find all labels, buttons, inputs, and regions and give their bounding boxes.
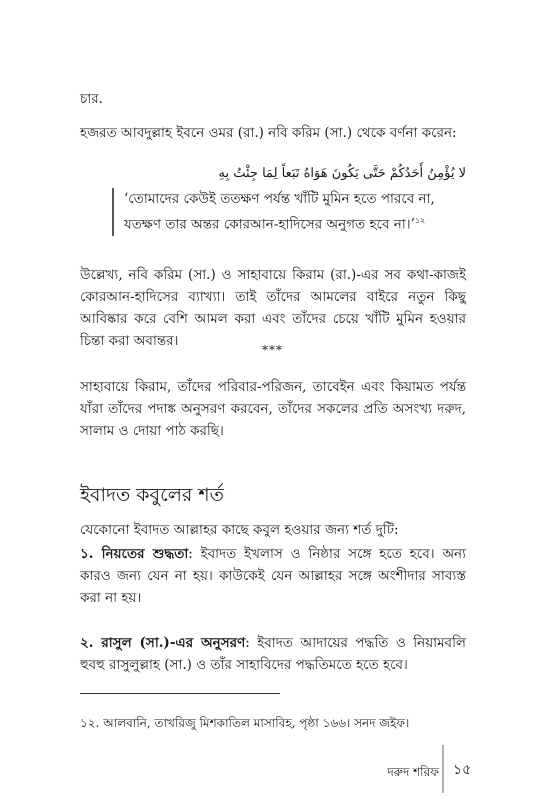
page-number: ১৫	[453, 762, 472, 778]
footnote-ref: ১২	[414, 216, 426, 225]
condition-1-text: : ইবাদত ইখলাস ও নিষ্ঠার সঙ্গে হতে হবে। অন্য কারও জন্য যেন না হয়। কাউকেই যেন আল্লাহর সঙ্গে অংশীদার সাব্যস্ত করা না হয়।	[80, 546, 466, 606]
footer-divider-bar	[442, 745, 444, 793]
condition-1-label: ১. নিয়তের শুদ্ধতা	[80, 546, 189, 562]
section-separator: ***	[262, 343, 283, 357]
arabic-hadith: لا يُؤْمِنُ أَحَدُكُمْ حَتَّى يَكُونَ هَوَاهُ تَبَعاً لِمَا جِئْتُ بِهِ	[218, 166, 466, 181]
hadith-translation-quote	[112, 188, 464, 236]
salutation-paragraph: সাহাবায়ে কিরাম, তাঁদের পরিবার-পরিজন, তাবেইন এবং কিয়ামত পর্যন্ত যাঁরা তাঁদের পদাঙ্ক অনুসরণ করবেন, তাঁদের সকলের প্রতি অসংখ্য দরুদ, সালাম ও দোয়া পাঠ করছি।	[80, 379, 466, 439]
footnote-divider	[80, 693, 280, 694]
condition-2	[80, 632, 466, 676]
hadith-intro: হজরত আবদুল্লাহ ইবনে ওমর (রা.) নবি করিম (সা.) থেকে বর্ণনা করেন:	[80, 125, 457, 141]
paragraph-end: চার.	[80, 91, 103, 107]
section-heading: ইবাদত কবুলের শর্ত	[80, 484, 224, 506]
condition-2-label: ২. রাসুল (সা.)-এর অনুসরণ	[80, 635, 246, 651]
condition-2-text: : ইবাদত আদায়ের পদ্ধতি ও নিয়ামবলি হুবহু রাসুলুল্লাহ (সা.) ও তাঁর সাহাবিদের পদ্ধতিমতে হতে হবে।	[80, 635, 466, 673]
explanation-paragraph: উল্লেখ্য, নবি করিম (সা.) ও সাহাবায়ে কিরাম (রা.)-এর সব কথা-কাজই কোরআন-হাদিসের ব্যাখ্যা। তাই তাঁদের আমলের বাইরে নতুন কিছু আবিষ্কার করে বেশি আমল করা এবং তাঁদের চেয়ে খাঁটি মুমিন হওয়ার চিন্তা করা অবান্তর।	[80, 267, 466, 349]
quote-text: ‘তোমাদের কেউই ততক্ষণ পর্যন্ত খাঁটি মুমিন হতে পারবে না, যতক্ষণ তার অন্তর কোরআন-হাদিসের অনুগত হবে না।’	[124, 191, 435, 233]
running-footer-title: দরুদ শরিফ	[387, 765, 439, 779]
condition-1	[80, 543, 466, 609]
conditions-intro: যেকোনো ইবাদত আল্লাহর কাছে কবুল হওয়ার জন্য শর্ত দুটি:	[80, 522, 399, 538]
footnote: ১২. আলবানি, তাখরিজু মিশকাতিল মাসাবিহ, পৃষ্ঠা ১৬৬। সনদ জইফ।	[80, 716, 410, 730]
